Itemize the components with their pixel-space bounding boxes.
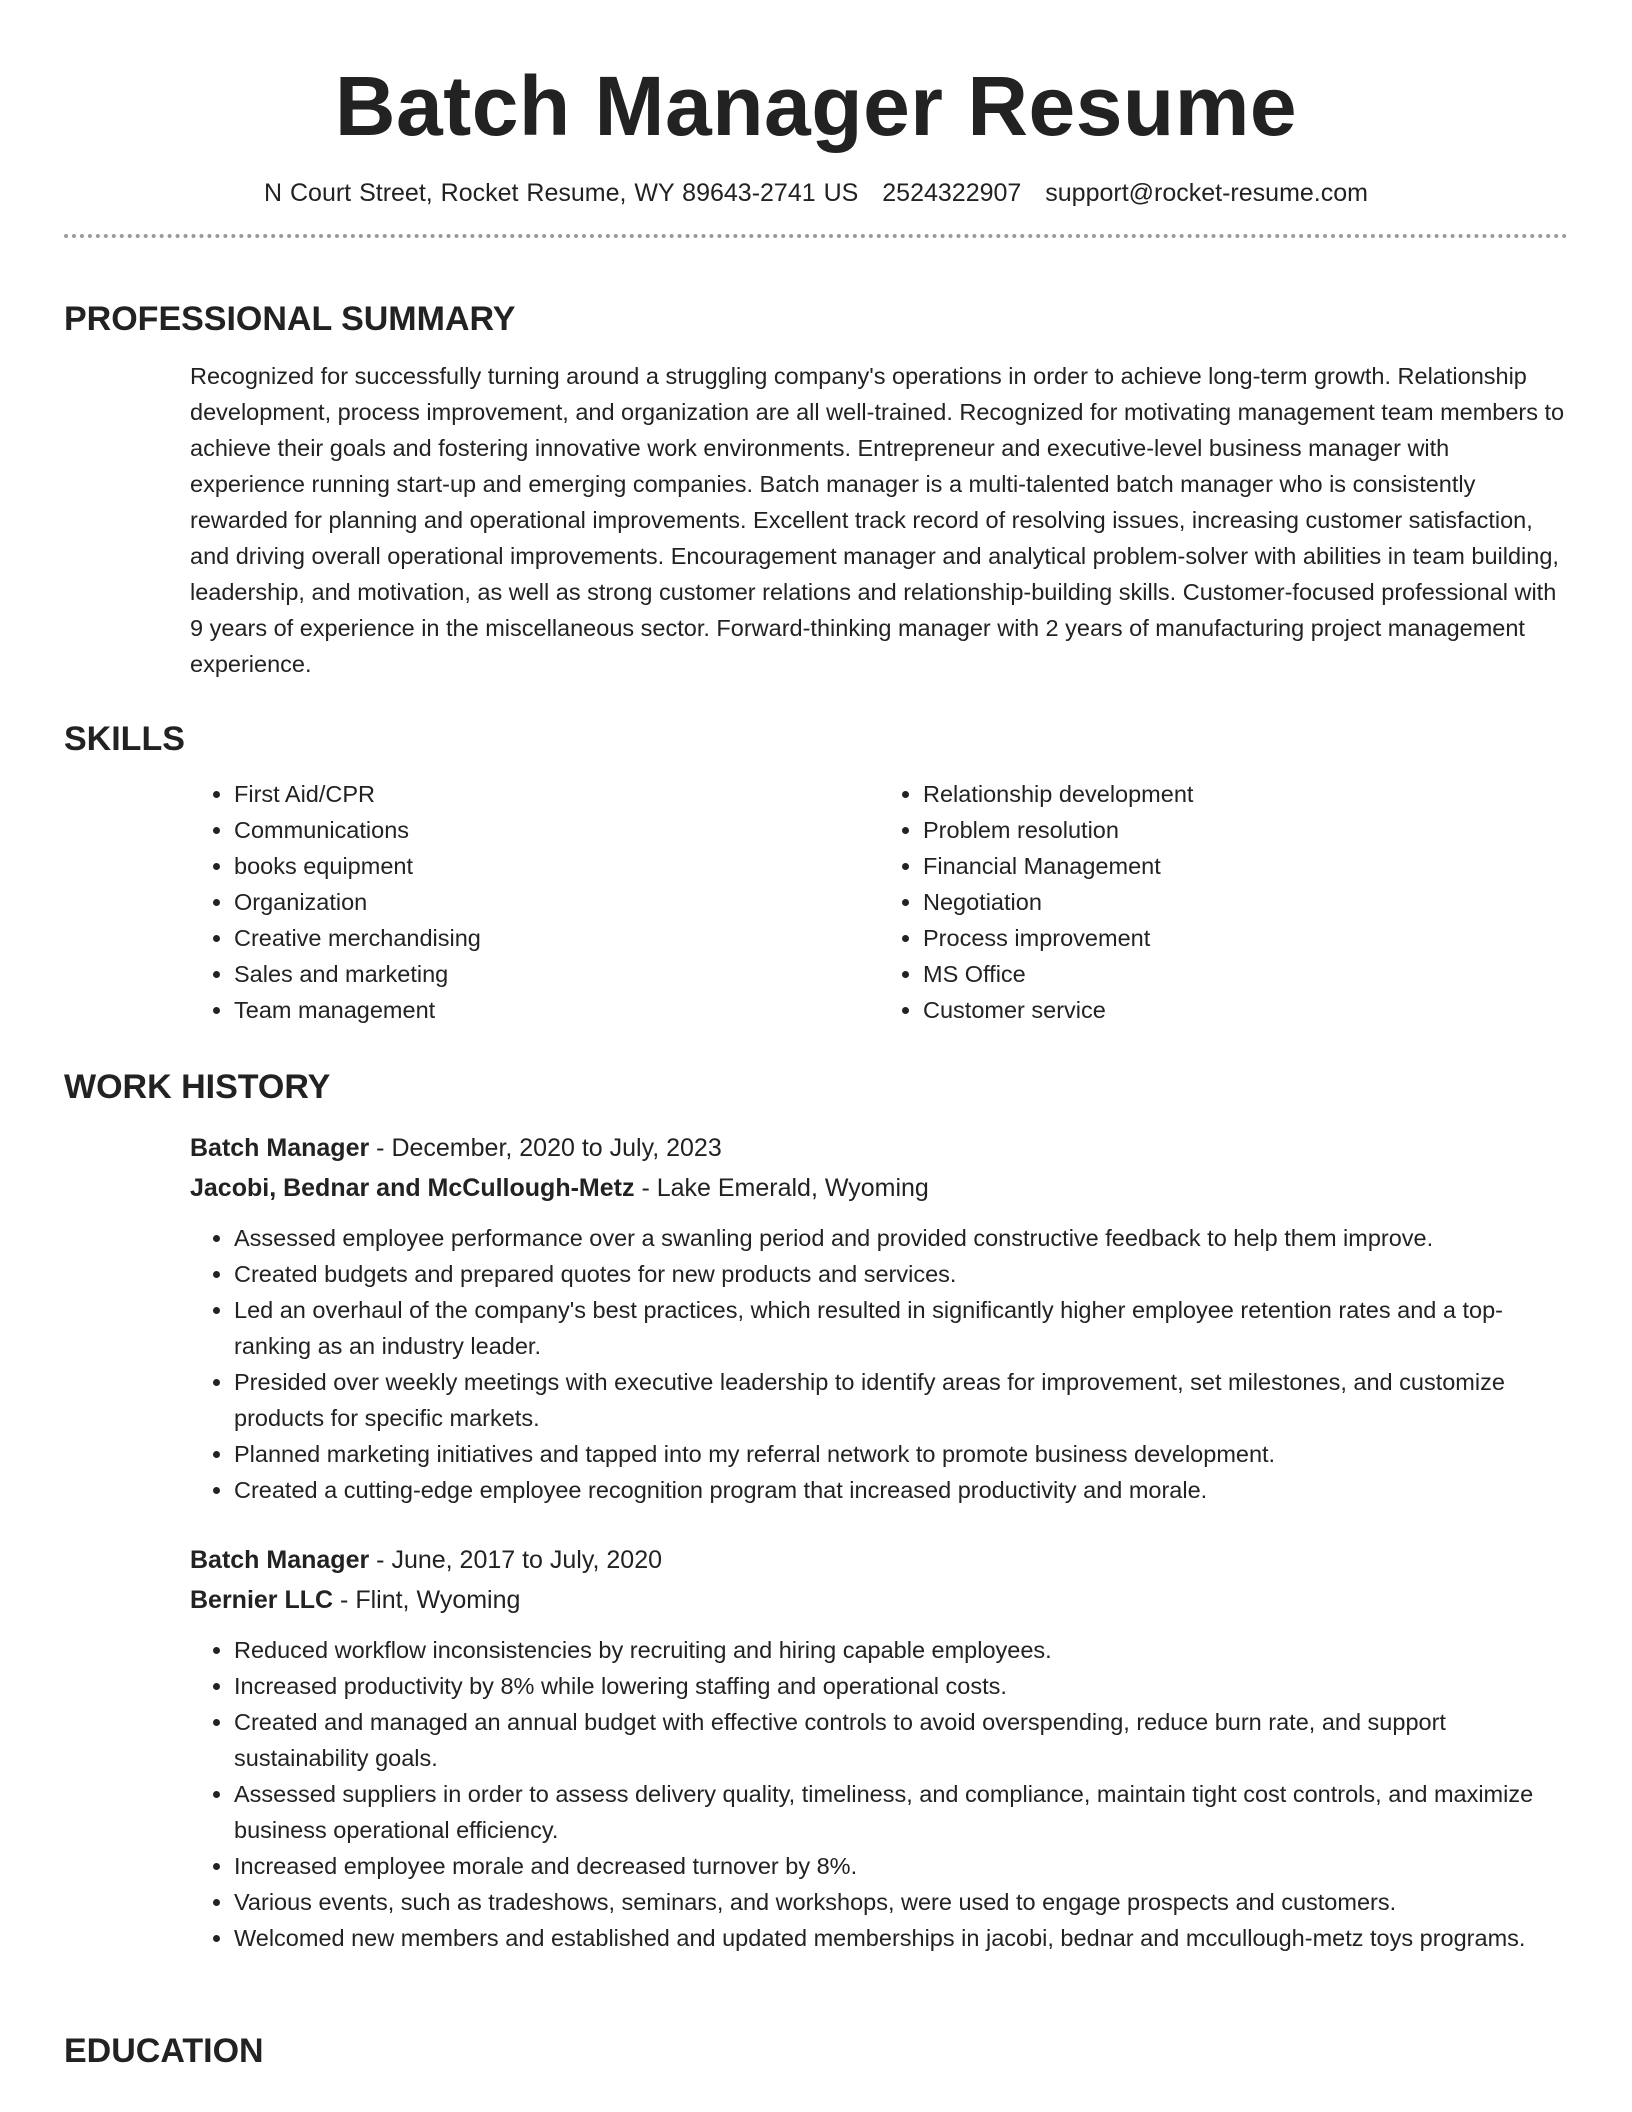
job-bullet: • Various events, such as tradeshows, seminars, and workshops, were used to engage prospects and customers. xyxy=(234,1884,1568,1920)
job-dates: - December, 2020 to July, 2023 xyxy=(376,1134,722,1162)
job-bullet: • Reduced workflow inconsistencies by recruiting and hiring capable employees. xyxy=(234,1632,1568,1668)
skills-list-left xyxy=(190,776,879,1028)
work-history-section xyxy=(64,1066,1568,1956)
job-role: Batch Manager xyxy=(190,1546,370,1574)
summary-heading: PROFESSIONAL SUMMARY xyxy=(64,300,516,338)
job-bullet: • Created and managed an annual budget with effective controls to avoid overspending, reduce burn rate, and support sustainability goals. xyxy=(234,1704,1568,1776)
job-bullet: • Created a cutting-edge employee recognition program that increased productivity and morale. xyxy=(234,1472,1568,1508)
job-dates: - June, 2017 to July, 2020 xyxy=(376,1546,663,1574)
skills-list-right xyxy=(879,776,1568,1028)
skill-item: • Negotiation xyxy=(923,884,1568,920)
header-divider xyxy=(64,234,1568,238)
contact-line xyxy=(64,176,1568,210)
skill-item: • Creative merchandising xyxy=(234,920,879,956)
skill-item: • Organization xyxy=(234,884,879,920)
job-entry xyxy=(190,1128,1568,1508)
job-location: - Lake Emerald, Wyoming xyxy=(641,1174,929,1202)
contact-email[interactable]: support@rocket-resume.com xyxy=(1045,179,1368,207)
job-bullet: • Led an overhaul of the company's best practices, which resulted in significantly higher employee retention rates and a top-ranking as an industry leader. xyxy=(234,1292,1568,1364)
skills-columns xyxy=(190,776,1568,1028)
skill-item: • Relationship development xyxy=(923,776,1568,812)
job-location: - Flint, Wyoming xyxy=(340,1586,521,1614)
job-bullet: • Increased employee morale and decreased turnover by 8%. xyxy=(234,1848,1568,1884)
skill-item: • Customer service xyxy=(923,992,1568,1028)
job-bullet: • Assessed employee performance over a swanling period and provided constructive feedback to help them improve. xyxy=(234,1220,1568,1256)
job-company-line xyxy=(190,1168,1568,1208)
skills-section xyxy=(64,718,1568,1028)
skills-heading: SKILLS xyxy=(64,720,185,758)
job-company-line xyxy=(190,1580,1568,1620)
job-bullet: • Assessed suppliers in order to assess delivery quality, timeliness, and compliance, maintain tight cost controls, and maximize business operational efficiency. xyxy=(234,1776,1568,1848)
skill-item: • Problem resolution xyxy=(923,812,1568,848)
resume-title: Batch Manager Resume xyxy=(334,59,1298,153)
job-bullet: • Planned marketing initiatives and tapped into my referral network to promote business development. xyxy=(234,1436,1568,1472)
contact-phone: 2524322907 xyxy=(882,179,1022,207)
job-company: Bernier LLC xyxy=(190,1586,334,1614)
job-company: Jacobi, Bednar and McCullough-Metz xyxy=(190,1174,635,1202)
job-bullets xyxy=(190,1220,1568,1508)
job-bullets xyxy=(190,1632,1568,1956)
work-history-heading: WORK HISTORY xyxy=(64,1068,331,1106)
skill-item: • MS Office xyxy=(923,956,1568,992)
job-bullet: • Created budgets and prepared quotes for new products and services. xyxy=(234,1256,1568,1292)
skill-item: • First Aid/CPR xyxy=(234,776,879,812)
summary-text: Recognized for successfully turning around a struggling company's operations in order to achieve long-term growth. Relationship development, process improvement, and organization are all well-trained. Recognized for motivating management team members to achieve their goals and fostering innovative work environments. Entrepreneur and executive-level business manager with experience running start-up and emerging companies. Batch manager is a multi-talented batch manager who is consistently rewarded for planning and operational improvements. Excellent track record of resolving issues, increasing customer satisfaction, and driving overall operational improvements. Encouragement manager and analytical problem-solver with abilities in team building, leadership, and motivation, as well as strong customer relations and relationship-building skills. Customer-focused professional with 9 years of experience in the miscellaneous sector. Forward-thinking manager with 2 years of manufacturing project management experience. xyxy=(190,363,1565,677)
skill-item: • Communications xyxy=(234,812,879,848)
contact-address: N Court Street, Rocket Resume, WY 89643-2741 US xyxy=(264,179,859,207)
skill-item: • Team management xyxy=(234,992,879,1028)
resume-header xyxy=(64,0,1568,238)
education-heading: EDUCATION xyxy=(64,2032,264,2070)
skill-item: • books equipment xyxy=(234,848,879,884)
job-title-line xyxy=(190,1128,1568,1168)
skill-item: • Financial Management xyxy=(923,848,1568,884)
job-entry xyxy=(190,1540,1568,1956)
job-bullet: • Increased productivity by 8% while lowering staffing and operational costs. xyxy=(234,1668,1568,1704)
job-bullet: • Welcomed new members and established and updated memberships in jacobi, bednar and mccullough-metz toys programs. xyxy=(234,1920,1568,1956)
job-bullet: • Presided over weekly meetings with executive leadership to identify areas for improvement, set milestones, and customize products for specific markets. xyxy=(234,1364,1568,1436)
job-role: Batch Manager xyxy=(190,1134,370,1162)
skill-item: • Process improvement xyxy=(923,920,1568,956)
summary-section xyxy=(64,298,1568,682)
job-title-line xyxy=(190,1540,1568,1580)
education-section xyxy=(64,2030,1568,2072)
skill-item: • Sales and marketing xyxy=(234,956,879,992)
